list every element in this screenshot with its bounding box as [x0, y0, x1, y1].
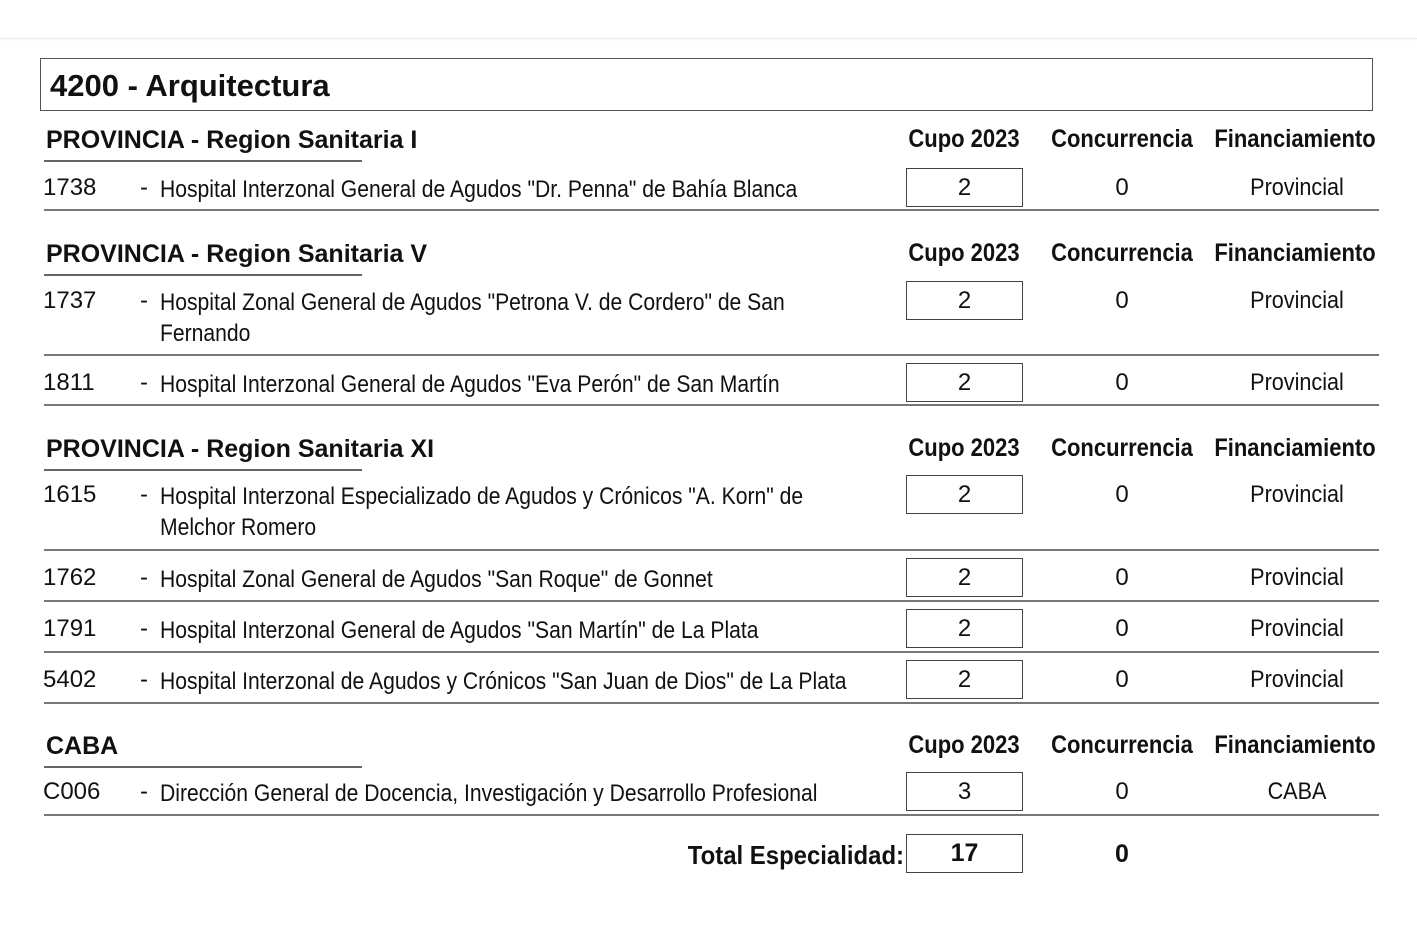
- column-header-cupo: Cupo 2023: [908, 239, 1020, 267]
- row-code: 1811: [43, 369, 95, 396]
- row-divider: [44, 549, 1379, 551]
- row-dash: -: [140, 369, 148, 396]
- column-header-concurrencia: Concurrencia: [1051, 434, 1193, 462]
- section-underline: [44, 469, 362, 471]
- row-financiamiento: Provincial: [1250, 666, 1344, 693]
- row-code: 1615: [43, 481, 97, 508]
- row-concurrencia: 0: [1115, 174, 1129, 201]
- section-title: CABA: [46, 732, 119, 760]
- row-financiamiento: Provincial: [1250, 564, 1344, 591]
- row-code: 1737: [43, 287, 97, 314]
- row-cupo: 2: [906, 168, 1023, 207]
- row-dash: -: [140, 615, 148, 642]
- row-code: C006: [43, 778, 101, 805]
- column-header-cupo: Cupo 2023: [908, 125, 1020, 153]
- column-header-concurrencia: Concurrencia: [1051, 125, 1193, 153]
- section-underline: [44, 766, 362, 768]
- section-title: PROVINCIA - Region Sanitaria XI: [46, 435, 435, 463]
- row-cupo: 2: [906, 609, 1023, 648]
- row-cupo: 2: [906, 558, 1023, 597]
- row-dash: -: [140, 564, 148, 591]
- row-concurrencia: 0: [1115, 369, 1129, 396]
- column-header-cupo: Cupo 2023: [908, 434, 1020, 462]
- column-header-concurrencia: Concurrencia: [1051, 239, 1193, 267]
- row-concurrencia: 0: [1115, 615, 1129, 642]
- section-underline: [44, 160, 362, 162]
- row-description: Hospital Interzonal de Agudos y Crónicos "San Juan de Dios" de La Plata: [160, 668, 847, 695]
- row-financiamiento: Provincial: [1250, 287, 1344, 314]
- row-financiamiento: Provincial: [1250, 174, 1344, 201]
- column-header-cupo: Cupo 2023: [908, 731, 1020, 759]
- total-label: Total Especialidad:: [687, 840, 904, 870]
- viewer-top-bar: [0, 0, 1417, 39]
- row-cupo: 2: [906, 363, 1023, 402]
- row-divider: [44, 702, 1379, 704]
- row-cupo: 2: [906, 660, 1023, 699]
- row-cupo: 2: [906, 281, 1023, 320]
- row-code: 1762: [43, 564, 97, 591]
- row-financiamiento: Provincial: [1250, 369, 1344, 396]
- total-cupo: 17: [906, 834, 1023, 873]
- row-code: 1791: [43, 615, 97, 642]
- row-description: Hospital Zonal General de Agudos "Petrona V. de Cordero" de San Fernando: [160, 289, 785, 347]
- column-header-financiamiento: Financiamiento: [1214, 731, 1376, 759]
- row-financiamiento: Provincial: [1250, 481, 1344, 508]
- column-header-financiamiento: Financiamiento: [1214, 239, 1376, 267]
- row-divider: [44, 354, 1379, 356]
- row-description: Dirección General de Docencia, Investigación y Desarrollo Profesional: [160, 780, 818, 807]
- row-code: 5402: [43, 666, 97, 693]
- row-description: Hospital Interzonal General de Agudos "Eva Perón" de San Martín: [160, 371, 780, 398]
- row-dash: -: [140, 174, 148, 201]
- column-header-financiamiento: Financiamiento: [1214, 125, 1376, 153]
- row-dash: -: [140, 481, 148, 508]
- row-cupo: 2: [906, 475, 1023, 514]
- row-financiamiento: CABA: [1267, 778, 1327, 805]
- row-divider: [44, 651, 1379, 653]
- row-dash: -: [140, 778, 148, 805]
- total-concurrencia: 0: [1115, 840, 1129, 868]
- row-divider: [44, 404, 1379, 406]
- row-code: 1738: [43, 174, 97, 201]
- section-title: PROVINCIA - Region Sanitaria I: [46, 126, 418, 154]
- row-financiamiento: Provincial: [1250, 615, 1344, 642]
- specialty-title-box: [40, 58, 1373, 111]
- column-header-financiamiento: Financiamiento: [1214, 434, 1376, 462]
- section-underline: [44, 274, 362, 276]
- row-description: Hospital Interzonal General de Agudos "Dr. Penna" de Bahía Blanca: [160, 176, 798, 203]
- row-description: Hospital Interzonal General de Agudos "San Martín" de La Plata: [160, 617, 759, 644]
- row-concurrencia: 0: [1115, 287, 1129, 314]
- row-concurrencia: 0: [1115, 564, 1129, 591]
- specialty-title: 4200 - Arquitectura: [50, 68, 330, 103]
- row-divider: [44, 600, 1379, 602]
- row-dash: -: [140, 666, 148, 693]
- row-dash: -: [140, 287, 148, 314]
- row-cupo: 3: [906, 772, 1023, 811]
- section-title: PROVINCIA - Region Sanitaria V: [46, 240, 428, 268]
- row-concurrencia: 0: [1115, 481, 1129, 508]
- row-divider: [44, 814, 1379, 816]
- row-concurrencia: 0: [1115, 666, 1129, 693]
- column-header-concurrencia: Concurrencia: [1051, 731, 1193, 759]
- row-divider: [44, 209, 1379, 211]
- row-description: Hospital Zonal General de Agudos "San Roque" de Gonnet: [160, 566, 713, 593]
- row-concurrencia: 0: [1115, 778, 1129, 805]
- row-description: Hospital Interzonal Especializado de Agudos y Crónicos "A. Korn" de Melchor Romero: [160, 483, 804, 541]
